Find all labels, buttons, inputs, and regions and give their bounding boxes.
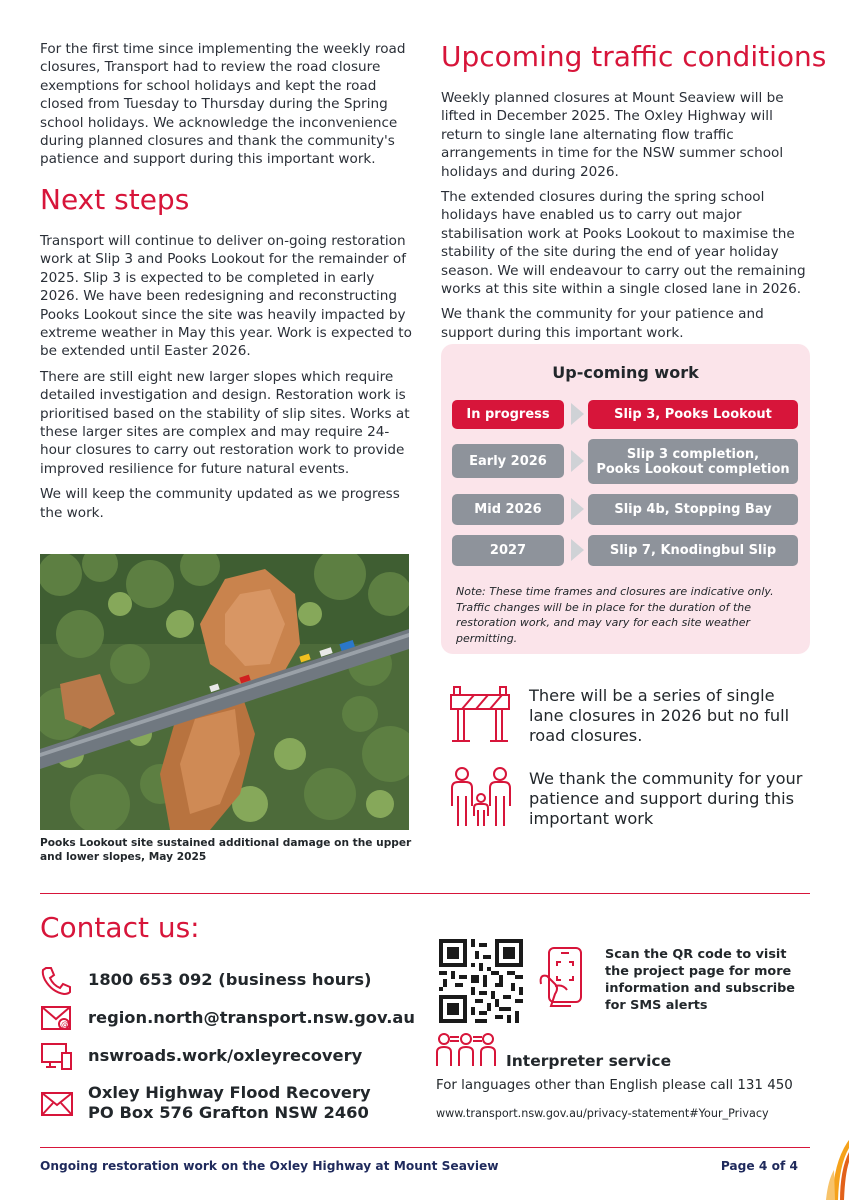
next-steps-paragraph: We will keep the community updated as we progress the work. [40,486,400,521]
timeline-note: Note: These time frames and closures are indicative only. Traffic changes will be in place for the duration of the restoration work, and may vary for each site weather permitting. [456,585,774,645]
interpreter-icon [436,1032,498,1068]
next-steps-heading: Next steps [40,183,190,216]
intro-text: For the first time since implementing the weekly road closures, Transport had to review the road closure exemptions for school holidays and kept the road closed from Tuesday to Thursday during the Spring school holidays. We acknowledge the inconvenience during planned closures and thank the community's patience and support during this important work. [40,41,406,168]
envelope-icon [40,1089,73,1119]
upcoming-heading: Upcoming traffic conditions [441,40,827,73]
contact-phone-row [40,965,371,995]
svg-text:@: @ [61,1020,69,1029]
contact-postal-line1: Oxley Highway Flood Recovery [88,1083,371,1102]
landslide-photo-illustration [40,554,409,830]
corner-swoosh-graphic [826,1140,849,1200]
next-steps-body [40,232,412,529]
community-icon [448,766,514,828]
next-steps-paragraph: Transport will continue to deliver on-going restoration work at Slip 3 and Pooks Lookout for the remainder of 2025. Slip 3 is expected to be completed in early 2026. We have been redesigning and reconstructing Pooks Lookout since the site was heavily impacted by extreme weather in May this year. Work is expected to be extended until Easter 2026. [40,233,412,360]
section-divider [40,893,810,894]
devices-icon [40,1041,73,1071]
timeline-what-early-2026: Slip 3 completion, Pooks Lookout completion [588,439,798,484]
page-number: Page 4 of 4 [720,1159,798,1173]
contact-email[interactable]: region.north@transport.nsw.gov.au [88,1008,415,1027]
timeline-when-mid-2026: Mid 2026 [452,494,564,525]
footer-title: Ongoing restoration work on the Oxley Highway at Mount Seaview [40,1159,499,1173]
timeline-when-2027: 2027 [452,535,564,566]
footer-divider [40,1147,810,1148]
notice-thanks: We thank the community for your patience and support during this important work [529,769,803,828]
email-icon [40,1003,73,1033]
notice-lane-closures: There will be a series of single lane closures in 2026 but no full road closures. [529,686,790,745]
timeline-what-2027: Slip 7, Knodingbul Slip [588,535,798,566]
privacy-link[interactable]: www.transport.nsw.gov.au/privacy-statement#Your_Privacy [436,1107,769,1120]
contact-heading: Contact us: [40,911,200,944]
upcoming-paragraph: The extended closures during the spring school holidays have enabled us to carry out major stabilisation work at Pooks Lookout to maximise the stability of the site during the end of year holiday season. We will endeavour to carry out the remaining works at this site within a single closed lane in 2026. [441,189,806,298]
upcoming-work-title: Up-coming work [552,363,699,382]
contact-website-row [40,1041,362,1071]
contact-phone[interactable]: 1800 653 092 (business hours) [88,970,372,989]
contact-postal-row [40,1083,371,1123]
photo-caption: Pooks Lookout site sustained additional damage on the upper and lower slopes, May 2025 [40,837,412,863]
intro-paragraph [40,40,412,176]
contact-website[interactable]: nswroads.work/oxleyrecovery [88,1046,363,1065]
phone-scan-icon [537,944,593,1014]
contact-postal-line2: PO Box 576 Grafton NSW 2460 [88,1103,369,1122]
contact-email-row [40,1003,415,1033]
upcoming-body [441,89,813,349]
timeline-arrow-icon [571,539,584,561]
qr-instructions: Scan the QR code to visit the project page for more information and subscribe for SMS alerts [605,947,795,1013]
next-steps-paragraph: There are still eight new larger slopes which require detailed investigation and design. Restoration work is prioritised based on the stability of slip sites. Works at these larger sites are complex and may require 24-hour closures to carry out restoration work to provide improved resilience for future natural events. [40,368,410,477]
road-barrier-icon [448,683,512,745]
upcoming-paragraph: Weekly planned closures at Mount Seaview will be lifted in December 2025. The Oxley Highway will return to single lane alternating flow traffic arrangements in time for the NSW summer school holidays and during 2026. [441,90,784,180]
timeline-when-early-2026: Early 2026 [452,444,564,478]
timeline-when-in-progress: In progress [452,400,564,429]
timeline-arrow-icon [571,403,584,425]
timeline-arrow-icon [571,498,584,520]
qr-code[interactable] [439,939,523,1023]
upcoming-work-card [441,344,810,654]
timeline-what-mid-2026: Slip 4b, Stopping Bay [588,494,798,525]
site-photo [40,554,409,830]
phone-icon [40,965,73,995]
timeline-arrow-icon [571,450,584,472]
interpreter-title: Interpreter service [506,1052,672,1070]
interpreter-body: For languages other than English please call 131 450 [436,1078,793,1093]
upcoming-paragraph: We thank the community for your patience and support during this important work. [441,306,764,341]
timeline-what-current: Slip 3, Pooks Lookout [588,400,798,429]
